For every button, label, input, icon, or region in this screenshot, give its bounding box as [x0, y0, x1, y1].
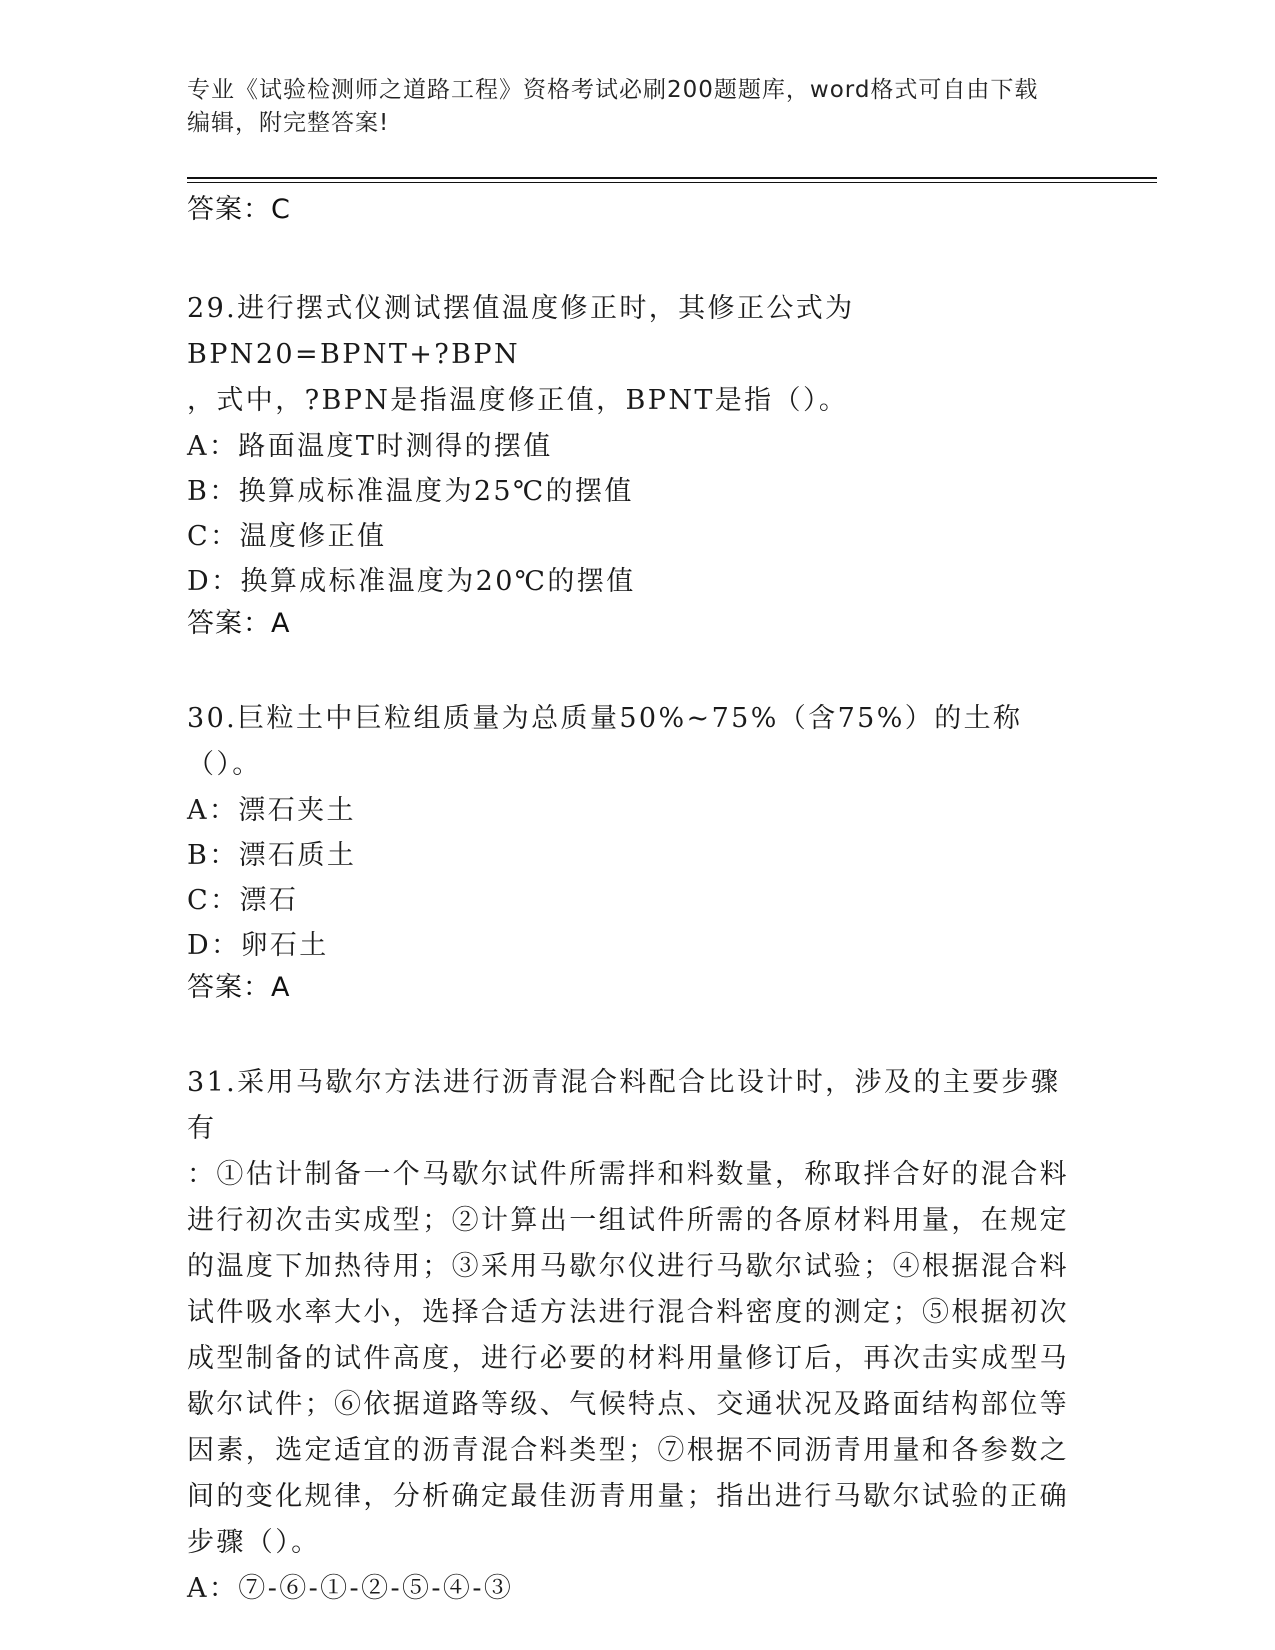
- question-text-line: 进行初次击实成型；②计算出一组试件所需的各原材料用量，在规定: [187, 1205, 1069, 1236]
- question-text-line: 因素，选定适宜的沥青混合料类型；⑦根据不同沥青用量和各参数之: [187, 1435, 1069, 1466]
- question-text-line: ，式中，?BPN是指温度修正值，BPNT是指（）。: [187, 385, 849, 416]
- option-b: B：漂石质土: [187, 840, 357, 871]
- option-c: C：漂石: [187, 885, 299, 916]
- question-text-line: 步骤（）。: [187, 1527, 321, 1558]
- option-c: C：温度修正值: [187, 521, 387, 552]
- question-text-line: 的温度下加热待用；③采用马歇尔仪进行马歇尔试验；④根据混合料: [187, 1251, 1069, 1282]
- question-text-line: 30.巨粒土中巨粒组质量为总质量50%~75%（含75%）的土称（）。: [187, 703, 1023, 780]
- header-line-2: 编辑，附完整答案!: [187, 110, 390, 136]
- option-a: A：⑦-⑥-①-②-⑤-④-③: [187, 1573, 514, 1604]
- question-text-line: ：①估计制备一个马歇尔试件所需拌和料数量，称取拌合好的混合料: [187, 1159, 1069, 1190]
- spacer: [187, 644, 1087, 696]
- spacer: [187, 1008, 1087, 1060]
- question-text-line: 29.进行摆式仪测试摆值温度修正时，其修正公式为BPN20=BPNT+?BPN: [187, 293, 855, 370]
- header-divider-thin: [187, 182, 1157, 183]
- question-29: [187, 286, 1087, 644]
- option-d: D：换算成标准温度为20℃的摆值: [187, 566, 636, 597]
- question-text-line: 间的变化规律，分析确定最佳沥青用量；指出进行马歇尔试验的正确: [187, 1481, 1069, 1512]
- question-content: [187, 190, 1087, 1611]
- question-text-line: 试件吸水率大小，选择合适方法进行混合料密度的测定；⑤根据初次: [187, 1297, 1069, 1328]
- page-header: [187, 74, 1087, 140]
- question-30: [187, 696, 1087, 1008]
- option-a: A：路面温度T时测得的摆值: [187, 431, 553, 462]
- question-text-line: 成型制备的试件高度，进行必要的材料用量修订后，再次击实成型马: [187, 1343, 1069, 1374]
- header-line-1: 专业《试验检测师之道路工程》资格考试必刷200题题库，word格式可自由下载: [187, 77, 1039, 103]
- answer-line: 答案：C: [187, 194, 291, 225]
- option-b: B：换算成标准温度为25℃的摆值: [187, 476, 634, 507]
- question-31: [187, 1060, 1087, 1611]
- header-divider-thick: [187, 177, 1157, 179]
- question-text-line: 歇尔试件；⑥依据道路等级、气候特点、交通状况及路面结构部位等: [187, 1389, 1069, 1420]
- option-d: D：卵石土: [187, 930, 329, 961]
- answer-line: 答案：A: [187, 608, 291, 639]
- answer-line: 答案：A: [187, 972, 291, 1003]
- option-a: A：漂石夹土: [187, 795, 356, 826]
- question-text-line: 31.采用马歇尔方法进行沥青混合料配合比设计时，涉及的主要步骤有: [187, 1067, 1061, 1144]
